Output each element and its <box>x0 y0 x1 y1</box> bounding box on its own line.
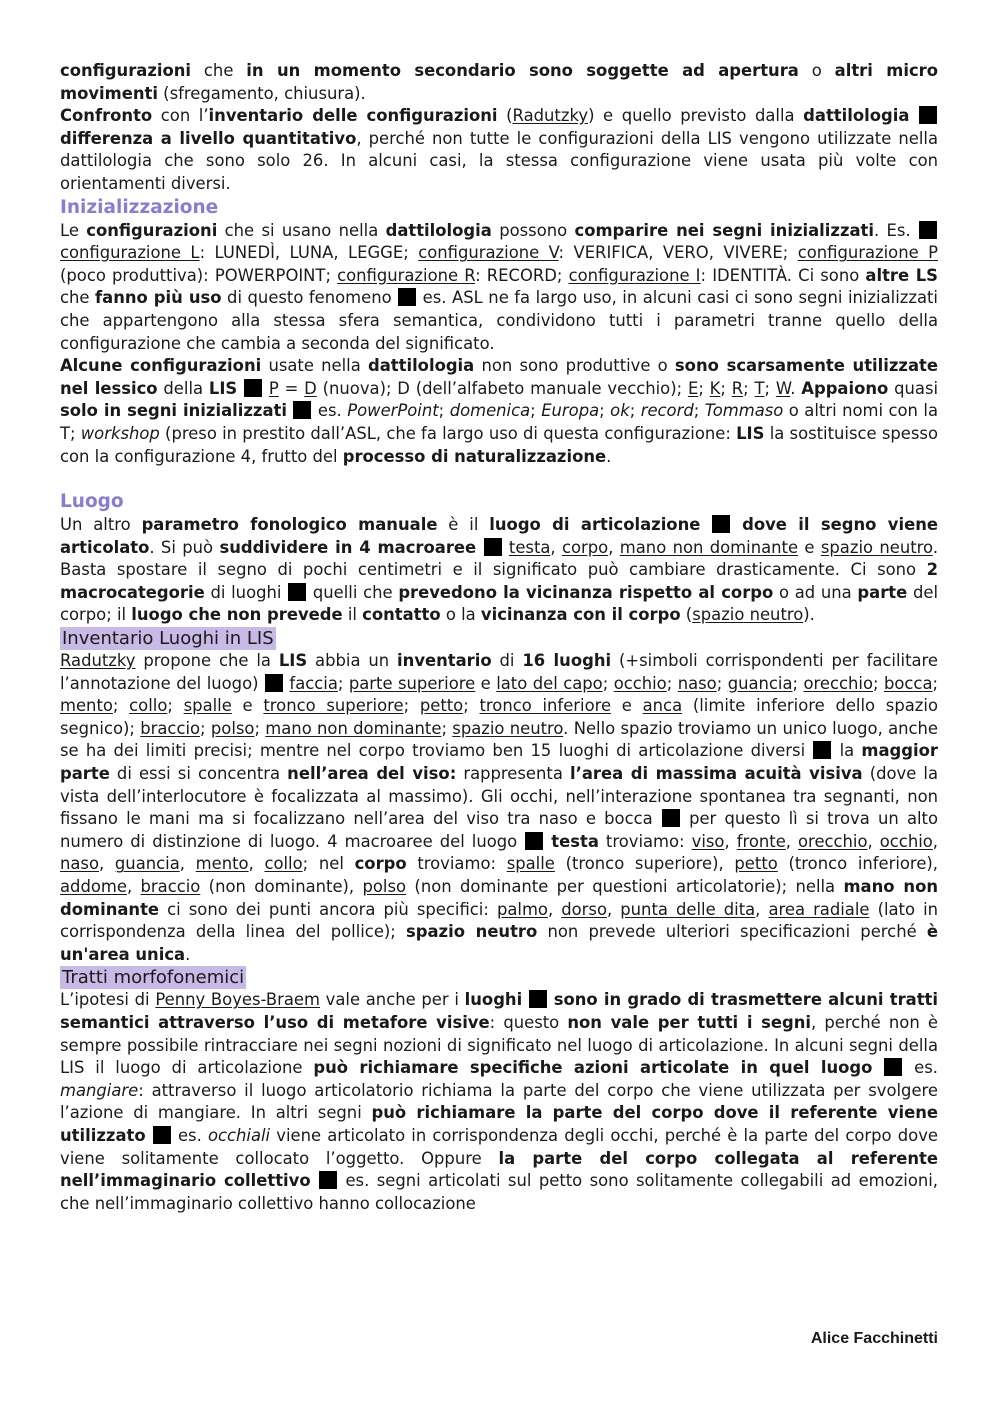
bullet-square-icon <box>288 583 306 601</box>
bullet-square-icon <box>484 538 502 556</box>
bullet-square-icon <box>265 674 283 692</box>
paragraph-confronto: Confronto con l’inventario delle configurazioni (Radutzky) e quello previsto dalla dattilologia differenza a livello quantitativo, perché non tutte le configurazioni della LIS vengono utilizzate nella dattilologia che sono solo 26. In alcuni casi, la stessa configurazione viene usata più volte con orientamenti diversi. <box>60 106 938 193</box>
bullet-square-icon <box>712 515 730 533</box>
author-footer: Alice Facchinetti <box>810 1330 938 1347</box>
bullet-square-icon <box>919 106 937 124</box>
heading-tratti-morfofonemici: Tratti morfofonemici <box>62 967 245 989</box>
bullet-square-icon <box>525 832 543 850</box>
bullet-square-icon <box>919 221 937 239</box>
page-content <box>60 60 938 1215</box>
paragraph-configurazioni: configurazioni che in un momento secondario sono soggette ad apertura o altri micro movimenti (sfregamento, chiusura). <box>60 61 939 103</box>
paragraph-luogo: Un altro parametro fonologico manuale è il luogo di articolazione dove il segno viene articolato. Si può suddividere in 4 macroaree testa, corpo, mano non dominante e spazio neutro. Basta spostare il segno di pochi centimetri e il significato può cambiare drasticamente. Ci sono 2 macrocategorie di luoghi quelli che prevedono la vicinanza rispetto al corpo o ad una parte del corpo; il luogo che non prevede il contatto o la vicinanza con il corpo (spazio neutro). <box>60 515 939 625</box>
bullet-square-icon <box>293 401 311 419</box>
heading-inventario-luoghi: Inventario Luoghi in LIS <box>62 628 274 650</box>
bullet-square-icon <box>244 379 262 397</box>
paragraph-inventario: Radutzky propone che la LIS abbia un inventario di 16 luoghi (+simboli corrispondenti per facilitare l’annotazione del luogo) faccia; parte superiore e lato del capo; occhio; naso; guancia; orecchio; bocca; mento; collo; spalle e tronco superiore; petto; tronco inferiore e anca (limite inferiore dello spazio segnico); braccio; polso; mano non dominante; spazio neutro. Nello spazio troviamo un unico luogo, anche se ha dei limiti precisi; mentre nel corpo troviamo ben 15 luoghi di articolazione diversi la maggior parte di essi si concentra nell’area del viso: rappresenta l’area di massima acuità visiva (dove la vista dell’interlocutore è focalizzata al massimo). Gli occhi, nell’interazione spontanea tra segnanti, non fissano le mani ma si focalizzano nell’area del viso tra naso e bocca per questo lì si trova un alto numero di distinzione di luogo. 4 macroaree del luogo testa troviamo: viso, fronte, orecchio, occhio, naso, guancia, mento, collo; nel corpo troviamo: spalle (tronco superiore), petto (tronco inferiore), addome, braccio (non dominante), polso (non dominante per questioni articolatorie); nella mano non dominante ci sono dei punti ancora più specifici: palmo, dorso, punta delle dita, area radiale (lato in corrispondenza della linea del pollice); spazio neutro non prevede ulteriori specificazioni perché è un'area unica. <box>60 651 939 964</box>
heading-inizializzazione: Inizializzazione <box>60 196 219 218</box>
bullet-square-icon <box>813 741 831 759</box>
bullet-square-icon <box>319 1171 337 1189</box>
paragraph-inizializzazione: Le configurazioni che si usano nella dattilologia possono comparire nei segni inizializzati. Es. configurazione L: LUNEDÌ, LUNA, LEGGE; configurazione V: VERIFICA, VERO, VIVERE; configurazione P (poco produttiva): POWERPOINT; configurazione R: RECORD; configurazione I: IDENTITÀ. Ci sono altre LS che fanno più uso di questo fenomeno es. ASL ne fa largo uso, in alcuni casi ci sono segni inizializzati che appartengono alla stessa sfera semantica, condividono tutti i parametri tranne quello della configurazione che cambia a seconda del significato. <box>60 220 938 353</box>
bullet-square-icon <box>153 1126 171 1144</box>
bullet-square-icon <box>529 990 547 1008</box>
bullet-square-icon <box>884 1058 902 1076</box>
bullet-square-icon <box>398 288 416 306</box>
bullet-square-icon <box>662 809 680 827</box>
paragraph-alcune-configurazioni: Alcune configurazioni usate nella dattilologia non sono produttive o sono scarsamente utilizzate nel lessico della LIS P = D (nuova); D (dell’alfabeto manuale vecchio); E; K; R; T; W. Appaiono quasi solo in segni inizializzati es. PowerPoint; domenica; Europa; ok; record; Tommaso o altri nomi con la T; workshop (preso in prestito dall’ASL, che fa largo uso di questa configurazione: LIS la sostituisce spesso con la configurazione 4, frutto del processo di naturalizzazione. <box>60 356 939 466</box>
paragraph-tratti: L’ipotesi di Penny Boyes-Braem vale anche per i luoghi sono in grado di trasmettere alcuni tratti semantici attraverso l’uso di metafore visive: questo non vale per tutti i segni, perché non è sempre possibile rintracciare nei segni nozioni di significato nel luogo di articolazione. In alcuni segni della LIS il luogo di articolazione può richiamare specifiche azioni articolate in quel luogo es. mangiare: attraverso il luogo articolatorio richiama la parte del corpo che viene utilizzata per svolgere l’azione di mangiare. In altri segni può richiamare la parte del corpo dove il referente viene utilizzato es. occhiali viene articolato in corrispondenza degli occhi, perché è la parte del corpo dove viene solitamente collocato l’oggetto. Oppure la parte del corpo collegata al referente nell’immaginario collettivo es. segni articolati sul petto sono solitamente collegabili ad emozioni, che nell’immaginario collettivo hanno collocazione <box>60 990 939 1213</box>
heading-luogo: Luogo <box>60 491 124 513</box>
